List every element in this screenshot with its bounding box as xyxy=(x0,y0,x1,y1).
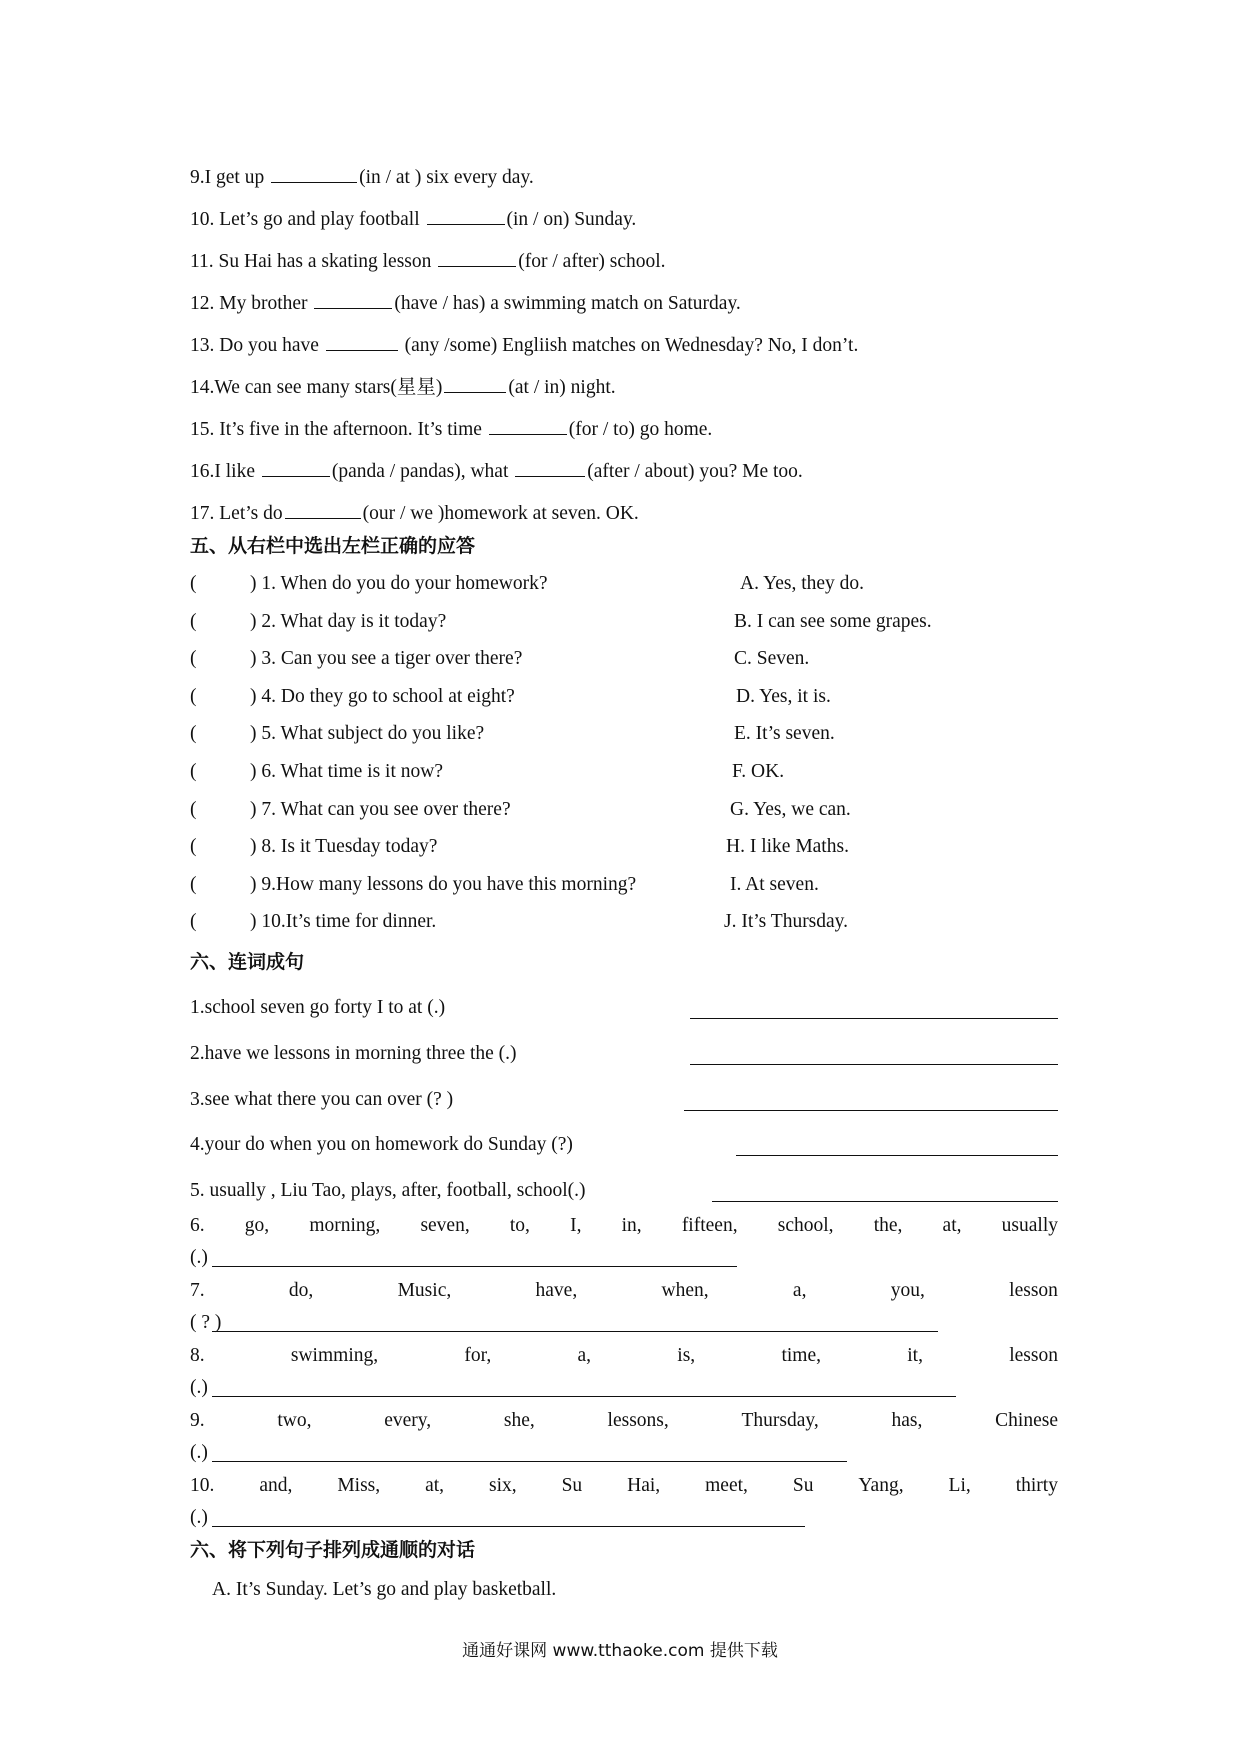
reorder-word: I, xyxy=(570,1215,582,1236)
reorder-word: Su xyxy=(792,1475,814,1496)
reorder-word: time, xyxy=(781,1345,821,1366)
reorder-word: a, xyxy=(577,1345,592,1366)
match-answer: J. It’s Thursday. xyxy=(724,911,849,933)
fill-item: 14.We can see many stars(星星) (at / in) night. xyxy=(190,374,616,400)
section-heading: 五、从右栏中选出左栏正确的应答 xyxy=(190,535,476,557)
answer-paren[interactable]: ( xyxy=(190,685,197,707)
match-answer: B. I can see some grapes. xyxy=(734,610,932,632)
reorder-word: is, xyxy=(677,1345,696,1366)
reorder-item: 4.your do when you on homework do Sunday (?) xyxy=(190,1134,573,1155)
answer-blank[interactable] xyxy=(515,458,585,477)
reorder-word: Yang, xyxy=(858,1475,904,1496)
answer-paren[interactable]: ( xyxy=(190,723,197,745)
reorder-word: usually xyxy=(1001,1215,1058,1236)
reorder-item xyxy=(190,1214,1058,1238)
dialogue-line: A. It’s Sunday. Let’s go and play basketball. xyxy=(212,1579,557,1600)
answer-blank[interactable] xyxy=(314,290,392,309)
answer-line[interactable] xyxy=(212,1526,805,1527)
reorder-word: morning, xyxy=(309,1215,381,1236)
answer-blank[interactable] xyxy=(489,416,567,435)
match-answer: E. It’s seven. xyxy=(734,723,835,745)
reorder-word: 8. xyxy=(190,1345,205,1366)
match-question: ) 9.How many lessons do you have this morning? xyxy=(250,873,637,895)
reorder-word: every, xyxy=(384,1410,432,1431)
reorder-word: at, xyxy=(942,1215,962,1236)
reorder-word: has, xyxy=(891,1410,923,1431)
reorder-word: go, xyxy=(244,1215,270,1236)
end-punctuation: (.) xyxy=(190,1507,208,1528)
reorder-word: fifteen, xyxy=(681,1215,738,1236)
section-heading: 六、将下列句子排列成通顺的对话 xyxy=(190,1539,476,1561)
answer-paren[interactable]: ( xyxy=(190,610,197,632)
match-answer: I. At seven. xyxy=(730,873,819,895)
end-punctuation: (.) xyxy=(190,1442,208,1463)
footer-credit: 通通好课网 www.tthaoke.com 提供下载 xyxy=(462,1641,778,1661)
answer-line[interactable] xyxy=(212,1396,956,1397)
match-answer: F. OK. xyxy=(732,761,785,782)
answer-paren[interactable]: ( xyxy=(190,573,197,594)
reorder-word: seven, xyxy=(420,1215,470,1236)
reorder-word: and, xyxy=(259,1475,293,1496)
reorder-word: two, xyxy=(277,1410,312,1431)
match-question: ) 7. What can you see over there? xyxy=(250,798,511,820)
match-question: ) 5. What subject do you like? xyxy=(250,723,485,745)
answer-line[interactable] xyxy=(684,1110,1058,1111)
answer-blank[interactable] xyxy=(285,500,361,519)
reorder-word: for, xyxy=(464,1345,492,1366)
answer-line[interactable] xyxy=(212,1266,737,1267)
end-punctuation: ( ? ) xyxy=(190,1312,222,1333)
reorder-item xyxy=(190,1409,1058,1433)
reorder-word: 10. xyxy=(190,1475,215,1496)
reorder-item: 1.school seven go forty I to at (.) xyxy=(190,997,446,1018)
reorder-word: when, xyxy=(661,1280,709,1301)
reorder-word: to, xyxy=(509,1215,530,1236)
match-answer: H. I like Maths. xyxy=(726,836,849,858)
reorder-word: lesson xyxy=(1009,1280,1058,1301)
answer-paren[interactable]: ( xyxy=(190,798,197,820)
match-question: ) 10.It’s time for dinner. xyxy=(250,911,437,933)
reorder-item: 2.have we lessons in morning three the (.) xyxy=(190,1043,517,1064)
reorder-word: the, xyxy=(873,1215,903,1236)
answer-blank[interactable] xyxy=(262,458,330,477)
answer-blank[interactable] xyxy=(326,332,398,351)
reorder-word: Chinese xyxy=(995,1410,1058,1431)
end-punctuation: (.) xyxy=(190,1377,208,1398)
section-heading: 六、连词成句 xyxy=(190,951,305,973)
fill-item: 17. Let’s do (our / we )homework at seven. OK. xyxy=(190,500,639,526)
end-punctuation: (.) xyxy=(190,1247,208,1268)
reorder-word: Miss, xyxy=(337,1475,381,1496)
fill-item: 12. My brother (have / has) a swimming match on Saturday. xyxy=(190,290,741,316)
reorder-word: Thursday, xyxy=(741,1410,819,1431)
answer-line[interactable] xyxy=(712,1201,1058,1202)
answer-blank[interactable] xyxy=(427,206,505,225)
reorder-word: do, xyxy=(288,1280,314,1301)
reorder-item xyxy=(190,1279,1058,1303)
answer-line[interactable] xyxy=(212,1461,847,1462)
reorder-item xyxy=(190,1344,1058,1368)
fill-item: 10. Let’s go and play football (in / on) Sunday. xyxy=(190,206,636,232)
match-question: ) 4. Do they go to school at eight? xyxy=(250,685,515,707)
answer-line[interactable] xyxy=(736,1155,1058,1156)
reorder-word: Su xyxy=(561,1475,583,1496)
answer-paren[interactable]: ( xyxy=(190,911,197,933)
reorder-word: 7. xyxy=(190,1280,205,1301)
reorder-word: she, xyxy=(503,1410,535,1431)
fill-item: 16.I like (panda / pandas), what (after / about) you? Me too. xyxy=(190,458,803,484)
answer-paren[interactable]: ( xyxy=(190,761,197,782)
reorder-word: lessons, xyxy=(607,1410,669,1431)
reorder-word: it, xyxy=(907,1345,923,1366)
reorder-word: meet, xyxy=(705,1475,748,1496)
answer-line[interactable] xyxy=(212,1331,938,1332)
match-answer: G. Yes, we can. xyxy=(730,798,851,820)
answer-line[interactable] xyxy=(690,1064,1058,1065)
reorder-word: 9. xyxy=(190,1410,205,1431)
reorder-word: swimming, xyxy=(290,1345,379,1366)
reorder-item: 5. usually , Liu Tao, plays, after, football, school(.) xyxy=(190,1180,586,1201)
fill-item: 9.I get up (in / at ) six every day. xyxy=(190,164,534,190)
match-answer: D. Yes, it is. xyxy=(736,685,831,707)
reorder-word: in, xyxy=(621,1215,642,1236)
reorder-word: Hai, xyxy=(627,1475,661,1496)
answer-paren[interactable]: ( xyxy=(190,836,197,858)
reorder-word: 6. xyxy=(190,1215,205,1236)
reorder-item xyxy=(190,1474,1058,1498)
reorder-item: 3.see what there you can over (? ) xyxy=(190,1089,454,1110)
fill-item: 13. Do you have (any /some) Engliish matches on Wednesday? No, I don’t. xyxy=(190,332,858,358)
reorder-word: a, xyxy=(792,1280,807,1301)
fill-item: 15. It’s five in the afternoon. It’s time (for / to) go home. xyxy=(190,416,712,442)
answer-paren[interactable]: ( xyxy=(190,648,197,670)
answer-line[interactable] xyxy=(690,1018,1058,1019)
match-question: ) 8. Is it Tuesday today? xyxy=(250,836,438,858)
reorder-word: Li, xyxy=(948,1475,971,1496)
answer-blank[interactable] xyxy=(438,248,516,267)
answer-paren[interactable]: ( xyxy=(190,873,197,895)
match-question: ) 1. When do you do your homework? xyxy=(250,573,548,594)
reorder-word: at, xyxy=(425,1475,445,1496)
fill-item: 11. Su Hai has a skating lesson (for / after) school. xyxy=(190,248,666,274)
reorder-word: Music, xyxy=(397,1280,452,1301)
match-answer: A. Yes, they do. xyxy=(740,573,865,594)
answer-blank[interactable] xyxy=(444,374,506,393)
match-question: ) 2. What day is it today? xyxy=(250,610,447,632)
reorder-word: six, xyxy=(488,1475,517,1496)
reorder-word: school, xyxy=(777,1215,834,1236)
match-question: ) 6. What time is it now? xyxy=(250,761,443,782)
reorder-word: have, xyxy=(535,1280,578,1301)
match-question: ) 3. Can you see a tiger over there? xyxy=(250,648,523,670)
match-answer: C. Seven. xyxy=(734,648,810,670)
answer-blank[interactable] xyxy=(271,164,357,183)
reorder-word: thirty xyxy=(1015,1475,1058,1496)
reorder-word: you, xyxy=(890,1280,925,1301)
reorder-word: lesson xyxy=(1009,1345,1058,1366)
